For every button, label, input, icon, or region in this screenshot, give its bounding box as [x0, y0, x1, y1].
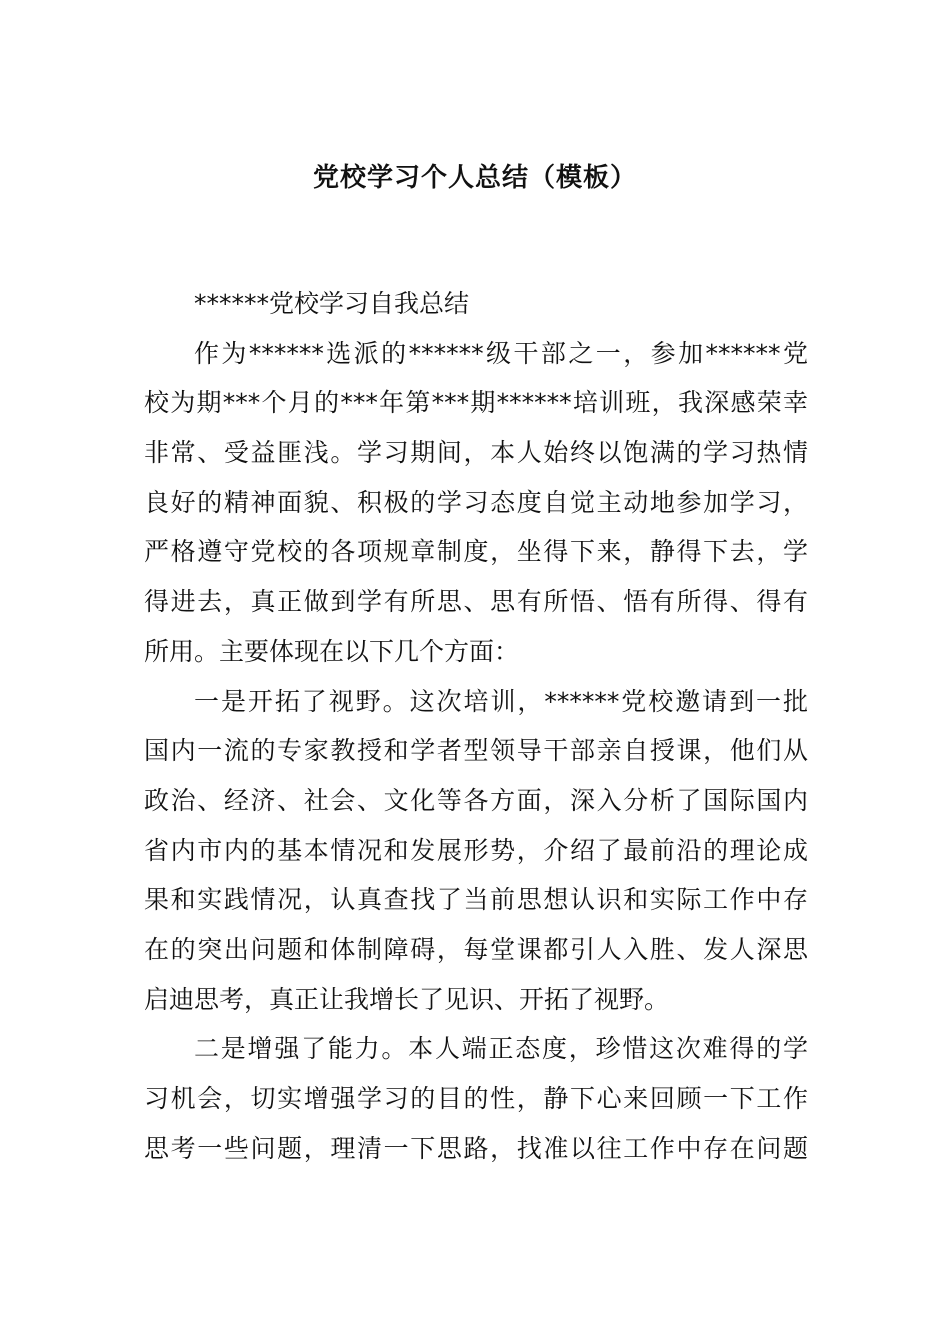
- paragraph-line: 校为期***个月的***年第***期******培训班，我深感荣幸: [144, 388, 808, 418]
- paragraph-line: 在的突出问题和体制障碍，每堂课都引人入胜、发人深思: [144, 934, 808, 964]
- paragraph-line: 二是增强了能力。本人端正态度，珍惜这次难得的学: [194, 1034, 808, 1064]
- document-body: [144, 279, 808, 1173]
- paragraph-line: 非常、受益匪浅。学习期间，本人始终以饱满的学习热情: [144, 438, 808, 468]
- paragraph-line: 严格遵守党校的各项规章制度，坐得下来，静得下去，学: [144, 537, 808, 567]
- paragraph-line: 政治、经济、社会、文化等各方面，深入分析了国际国内: [144, 785, 808, 815]
- paragraph-line: 习机会，切实增强学习的目的性，静下心来回顾一下工作: [144, 1084, 808, 1113]
- paragraph-line: 一是开拓了视野。这次培训，******党校邀请到一批: [194, 686, 808, 716]
- paragraph-line: 国内一流的专家教授和学者型领导干部亲自授课，他们从: [144, 736, 808, 766]
- paragraph-line: 所用。主要体现在以下几个方面：: [144, 636, 520, 666]
- paragraph-line: 启迪思考，真正让我增长了见识、开拓了视野。: [144, 984, 670, 1014]
- paragraph-line: 得进去，真正做到学有所思、思有所悟、悟有所得、得有: [144, 587, 808, 617]
- paragraph-line: 果和实践情况，认真查找了当前思想认识和实际工作中存: [144, 885, 808, 915]
- paragraph-line: 省内市内的基本情况和发展形势，介绍了最前沿的理论成: [144, 835, 808, 865]
- paragraph-line: 作为******选派的******级干部之一，参加******党: [194, 338, 808, 368]
- subtitle-line: ******党校学习自我总结: [194, 289, 470, 318]
- paragraph-line: 良好的精神面貌、积极的学习态度自觉主动地参加学习，: [144, 487, 808, 517]
- paragraph-line: 思考一些问题，理清一下思路，找准以往工作中存在问题: [144, 1133, 808, 1163]
- document-title: 党校学习个人总结（模板）: [312, 163, 637, 193]
